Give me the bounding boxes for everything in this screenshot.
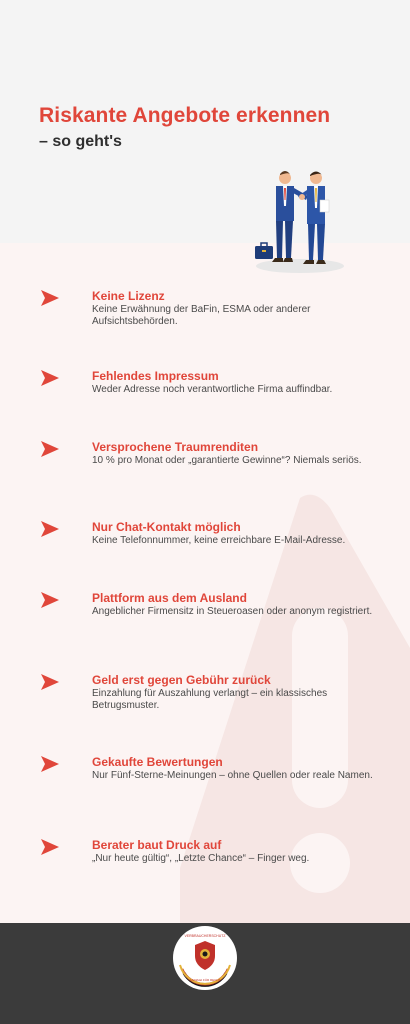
item-title: Berater baut Druck auf (92, 838, 222, 852)
item-description: Keine Telefonnummer, keine erreichbare E-Mail-Adresse. (92, 535, 346, 546)
red-arrow-icon (40, 369, 60, 387)
red-arrow-icon (40, 673, 60, 691)
page-title: Riskante Angebote erkennen (39, 104, 331, 127)
content-section (0, 243, 410, 923)
red-arrow-icon (40, 289, 60, 307)
item-description: Nur Fünf-Sterne-Meinungen – ohne Quellen oder reale Namen. (92, 770, 373, 781)
logo-text-top: VERBRAUCHERSCHUTZ (184, 934, 226, 938)
item-title: Versprochene Traumrenditen (92, 440, 259, 454)
red-arrow-icon (40, 755, 60, 773)
item-title: Keine Lizenz (92, 289, 165, 303)
red-arrow-icon (40, 838, 60, 856)
item-description: Angeblicher Firmensitz in Steueroasen oder anonym registriert. (92, 606, 373, 617)
item-title: Plattform aus dem Ausland (92, 591, 247, 605)
shield-badge-logo (172, 925, 238, 991)
red-arrow-icon (40, 440, 60, 458)
item-title: Nur Chat-Kontakt möglich (92, 520, 241, 534)
red-arrow-icon (40, 520, 60, 538)
item-description: 10 % pro Monat oder „garantierte Gewinne“? Niemals seriös. (92, 455, 362, 466)
page-subtitle: – so geht's (39, 133, 122, 150)
item-title: Gekaufte Bewertungen (92, 755, 223, 769)
item-description: Weder Adresse noch verantwortliche Firma auffindbar. (92, 384, 333, 395)
item-description: Keine Erwähnung der BaFin, ESMA oder anderer Aufsichtsbehörden. (92, 304, 311, 327)
logo-text-bottom: KANZLEI FÜR RECHT (189, 978, 221, 982)
item-title: Fehlendes Impressum (92, 369, 219, 383)
item-title: Geld erst gegen Gebühr zurück (92, 673, 271, 687)
businessmen-handshake-illustration (250, 166, 350, 276)
red-arrow-icon (40, 591, 60, 609)
item-description: Einzahlung für Auszahlung verlangt – ein klassisches Betrugsmuster. (92, 688, 328, 711)
item-description: „Nur heute gültig“, „Letzte Chance“ – Finger weg. (92, 853, 310, 864)
